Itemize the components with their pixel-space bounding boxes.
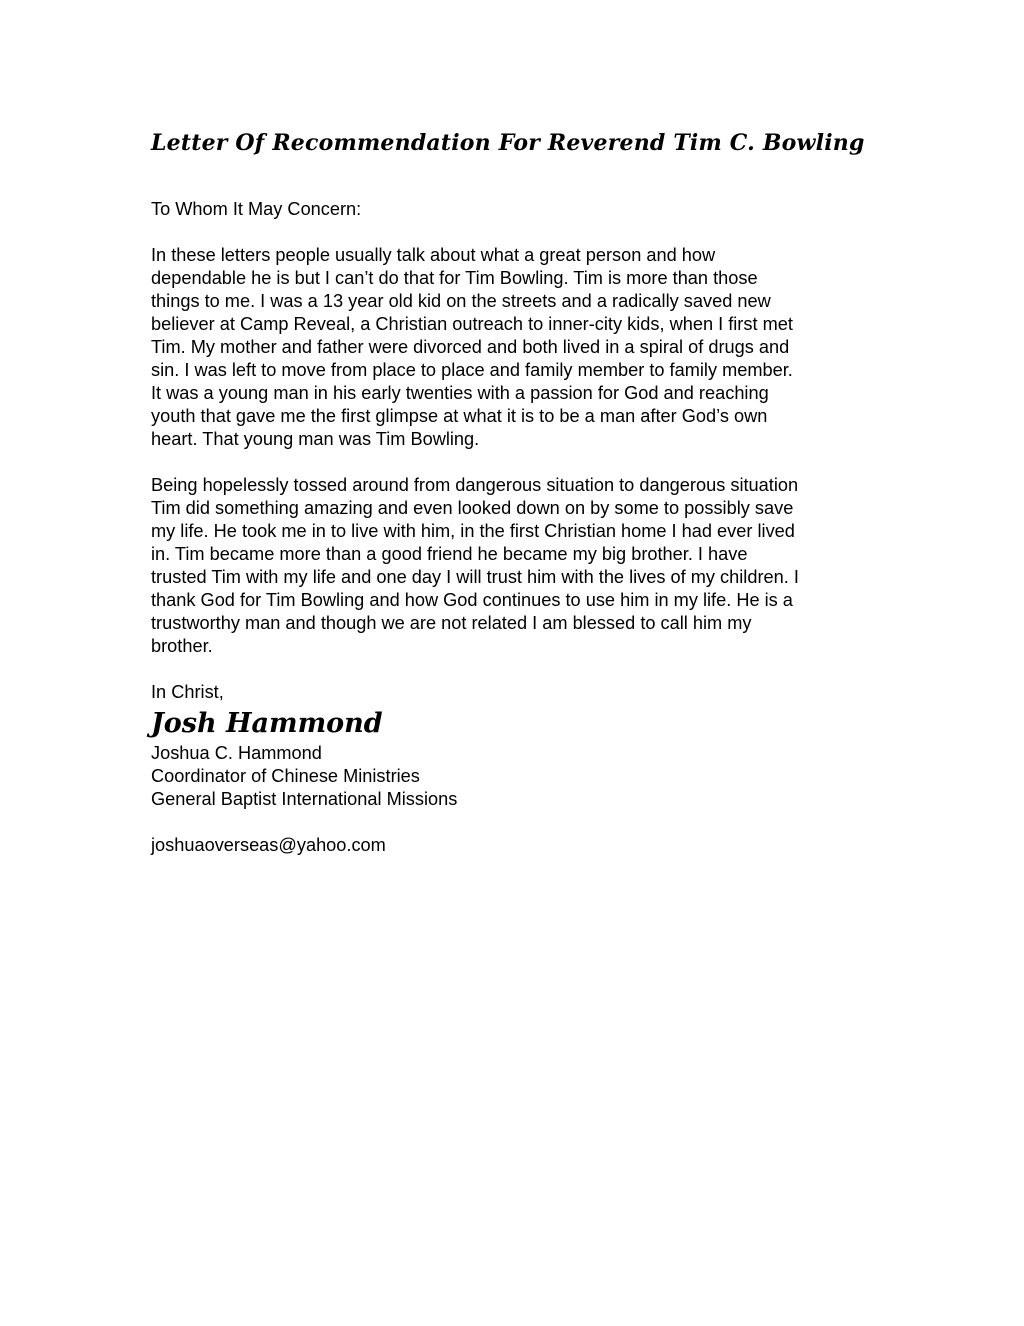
signer-block [151, 742, 881, 811]
paragraph-2-line: in. Tim became more than a good friend he became my big brother. I have [151, 544, 748, 564]
paragraph-2-line: trusted Tim with my life and one day I will trust him with the lives of my children. I [151, 567, 799, 587]
signer-organization: General Baptist International Missions [151, 789, 458, 809]
contact-email: joshuaoverseas@yahoo.com [151, 835, 386, 855]
paragraph-2-line: thank God for Tim Bowling and how God continues to use him in my life. He is a [151, 590, 793, 610]
paragraph-1-line: sin. I was left to move from place to place and family member to family member. [151, 360, 793, 380]
paragraph-1-line: heart. That young man was Tim Bowling. [151, 429, 480, 449]
paragraph-2-line: Tim did something amazing and even looked down on by some to possibly save [151, 498, 794, 518]
paragraph-1-line: youth that gave me the first glimpse at what it is to be a man after God’s own [151, 406, 768, 426]
paragraph-1 [151, 244, 881, 451]
letter-body [151, 128, 881, 857]
paragraph-1-line: Tim. My mother and father were divorced and both lived in a spiral of drugs and [151, 337, 790, 357]
paragraph-2-line: Being hopelessly tossed around from dangerous situation to dangerous situation [151, 475, 799, 495]
paragraph-1-line: In these letters people usually talk about what a great person and how [151, 245, 716, 265]
paragraph-2-line: trustworthy man and though we are not related I am blessed to call him my [151, 613, 752, 633]
paragraph-2-line: brother. [151, 636, 213, 656]
paragraph-2 [151, 474, 881, 658]
salutation: To Whom It May Concern: [151, 199, 362, 219]
signature: Josh Hammond [151, 708, 383, 739]
paragraph-1-line: dependable he is but I can’t do that for Tim Bowling. Tim is more than those [151, 268, 758, 288]
paragraph-1-line: things to me. I was a 13 year old kid on the streets and a radically saved new [151, 291, 771, 311]
paragraph-1-line: It was a young man in his early twenties with a passion for God and reaching [151, 383, 769, 403]
paragraph-2-line: my life. He took me in to live with him, in the first Christian home I had ever lived [151, 521, 795, 541]
signer-position: Coordinator of Chinese Ministries [151, 766, 420, 786]
signer-name: Joshua C. Hammond [151, 743, 322, 763]
paragraph-1-line: believer at Camp Reveal, a Christian outreach to inner-city kids, when I first met [151, 314, 793, 334]
closing: In Christ, [151, 682, 224, 702]
letter-title: Letter Of Recommendation For Reverend Tim C. Bowling [151, 130, 865, 156]
